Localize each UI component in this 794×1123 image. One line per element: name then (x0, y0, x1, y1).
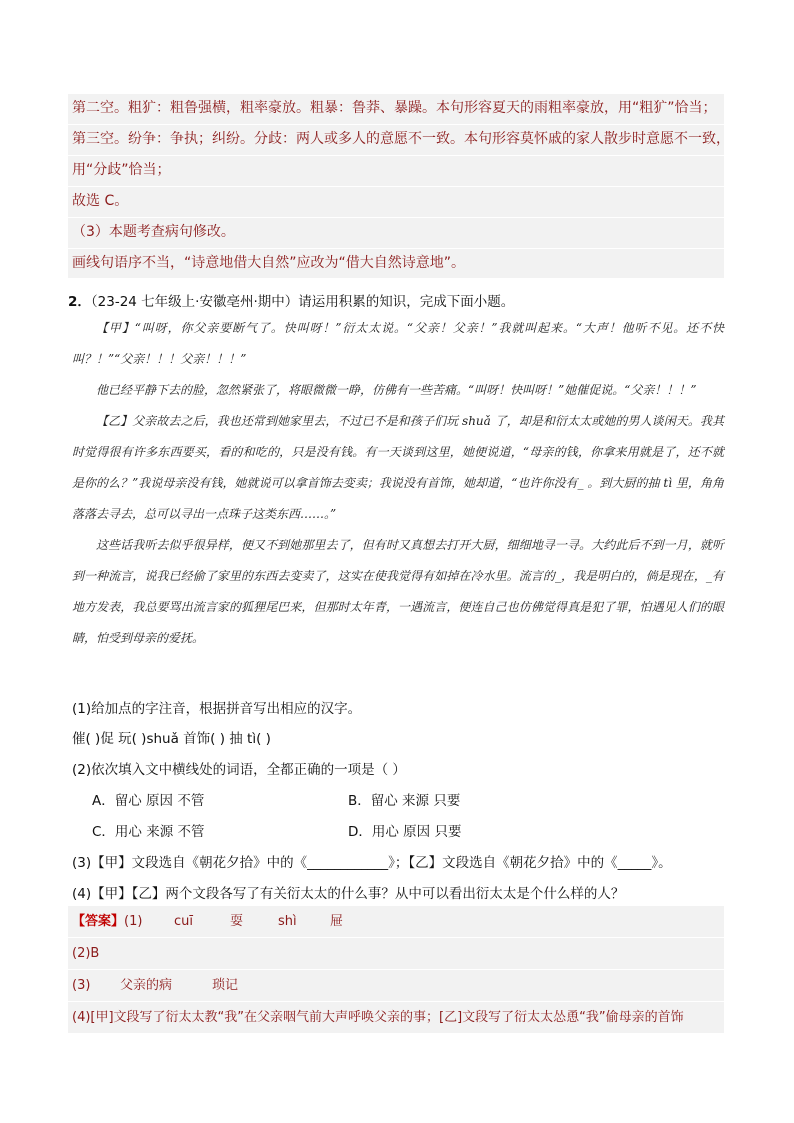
sub-question-2: (2)依次填入文中横线处的词语，全都正确的一项是（ ） (72, 762, 406, 778)
sub-question-1-blanks: 催( )促 玩( )shuǎ 首饰( ) 抽 tì( ) (72, 731, 271, 747)
question-prompt: 请运用积累的知识，完成下面小题。 (298, 294, 515, 310)
answer-1-char-1: 耍 (230, 914, 244, 929)
question-header (68, 290, 514, 310)
answer-3-second: 琐记 (212, 978, 239, 993)
answer-row-1 (68, 906, 724, 938)
answer-1-pinyin-1: cuī (174, 914, 193, 929)
reading-passage (72, 313, 724, 654)
passage-paragraph: 这些话我听去似乎很异样，便又不到她那里去了，但有时又真想去打开大厨，细细地寻一寻。大约此后不到一月，就听到一种流言，说我已经偷了家里的东西去变卖了，这实在使我觉得有如掉在冷水里。流言的_，我是明白的，倘是现在，_有地方发表，我总要骂出流言家的狐狸尾巴来，但那时太年青，一遇流言，便连自己也仿佛觉得真是犯了罪，怕遇见人们的眼睛，怕受到母亲的爱抚。 (72, 538, 724, 645)
answer-row-2: (2)B (68, 938, 724, 970)
passage-paragraph: 他已经平静下去的脸，忽然紧张了，将眼微微一睁，仿佛有一些苦痛。“叫呀！快叫呀！”她催促说。“父亲！！！” (96, 383, 697, 397)
question-number: 2． (68, 294, 91, 310)
answer-line: 画线句语序不当，“诗意地借大自然”应改为“借大自然诗意地”。 (68, 249, 724, 279)
sub-question-1: (1)给加点的字注音，根据拼音写出相应的汉字。 (72, 701, 362, 717)
answer-1-char-2: 屉 (330, 914, 344, 929)
answer-line: 第三空。纷争：争执；纠纷。分歧：两人或多人的意愿不一致。本句形容莫怀戚的家人散步时意愿不一致， (68, 125, 724, 156)
option-a: A．留心 原因 不管 (92, 793, 205, 809)
answer-line: （3）本题考查病句修改。 (68, 218, 724, 249)
answer-block (68, 906, 724, 1034)
answer-line: 故选 C。 (68, 187, 724, 218)
option-c: C．用心 来源 不管 (92, 824, 205, 840)
answer-3-number: (3) (72, 978, 91, 993)
answer-label-group (72, 906, 142, 937)
sub-question-4: (4)【甲】【乙】两个文段各写了有关衍太太的什么事？从中可以看出衍太太是个什么样的人？ (72, 886, 625, 902)
answer-row-4: (4)[甲]文段写了衍太太教“我”在父亲咽气前大声呼唤父亲的事；[乙]文段写了衍太太怂恿“我”偷母亲的首饰 (68, 1002, 724, 1034)
answer-row-3 (68, 970, 724, 1002)
option-d: D．用心 原因 只要 (348, 824, 462, 840)
answer-line: 第二空。粗犷：粗鲁强横，粗率豪放。粗暴：鲁莽、暴躁。本句形容夏天的雨粗率豪放，用“粗犷”恰当； (68, 94, 724, 125)
answer-label: 【答案】 (72, 914, 125, 929)
answer-line: 用“分歧”恰当； (68, 156, 724, 187)
answer-3-first: 父亲的病 (120, 978, 173, 993)
passage-paragraph: 【乙】父亲故去之后，我也还常到她家里去，不过已不是和孩子们玩 shuǎ 了，却是和衍太太或她的男人谈闲天。我其时觉得很有许多东西要买，看的和吃的，只是没有钱。有一天谈到这里，她便说道，“母亲的钱，你拿来用就是了，还不就是你的么？”我说母亲没有钱，她就说可以拿首饰去变卖；我说没有首饰，她却道，“也许你没有_ 。到大厨的抽 tì 里，角角落落去寻去，总可以寻出一点珠子这类东西……。” (72, 414, 724, 521)
question-source: （23-24 七年级上·安徽亳州·期中） (90, 294, 299, 310)
option-b: B．留心 来源 只要 (348, 793, 461, 809)
previous-answer-block (68, 94, 730, 279)
answer-1-pinyin-2: shì (278, 914, 297, 929)
answer-1-number: (1) (124, 914, 143, 929)
sub-question-3: (3)【甲】文段选自《朝花夕拾》中的《____________》；【乙】文段选自《朝花夕拾》中的《_____》。 (72, 855, 672, 871)
passage-paragraph: 【甲】“叫呀，你父亲要断气了。快叫呀！”衍太太说。“父亲！父亲！”我就叫起来。“大声！他听不见。还不快叫？！”“父亲！！！父亲！！！” (72, 321, 724, 366)
